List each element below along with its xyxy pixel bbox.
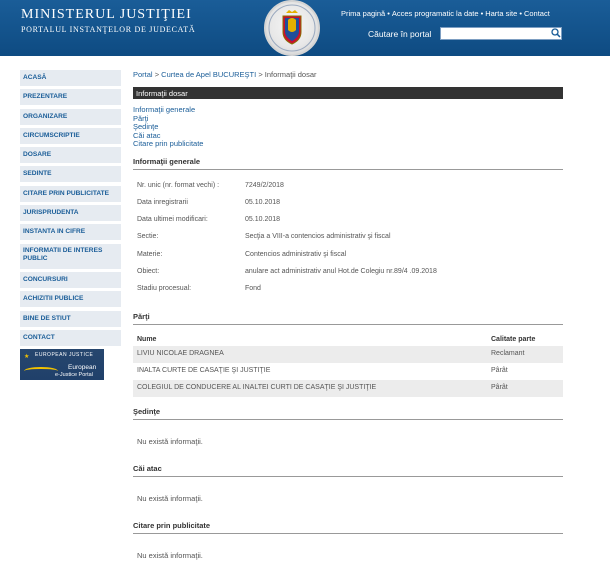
anchor-informatii-generale[interactable]: Informaţii generale xyxy=(133,105,196,114)
sidebar-item-concursuri[interactable]: CONCURSURI xyxy=(20,272,121,288)
site-header xyxy=(0,0,610,56)
romanian-coat-of-arms-icon[interactable] xyxy=(264,0,320,56)
general-info-table xyxy=(133,182,563,303)
info-label: Sectie: xyxy=(137,233,159,241)
search-icon[interactable] xyxy=(550,28,561,39)
site-title[interactable]: MINISTERUL JUSTIŢIEI xyxy=(21,7,192,22)
top-links xyxy=(341,9,550,18)
table-row xyxy=(133,363,563,380)
top-link-home[interactable]: Prima pagină xyxy=(341,9,386,18)
party-name: COLEGIUL DE CONDUCERE AL INALTEI CURTI DE CASAŢIE ŞI JUSTIŢIE xyxy=(137,384,377,392)
ejustice-line1: European xyxy=(68,364,97,372)
info-label: Materie: xyxy=(137,250,163,258)
sidebar-item-organizare[interactable]: ORGANIZARE xyxy=(20,109,121,125)
ejustice-portal-banner[interactable] xyxy=(20,349,104,380)
anchor-citare[interactable]: Citare prin publicitate xyxy=(133,139,204,148)
main-content xyxy=(133,70,563,560)
ejustice-small-text: EUROPEAN JUSTICE xyxy=(35,352,94,359)
breadcrumb-court[interactable]: Curtea de Apel BUCUREŞTI xyxy=(161,70,257,79)
info-label: Nr. unic (nr. format vechi) : xyxy=(137,181,220,189)
party-name: LIVIU NICOLAE DRAGNEA xyxy=(137,349,224,357)
page-title: Informaţii dosar xyxy=(133,87,563,99)
info-value: anulare act administrativ anul Hot.de Colegiu nr.89/4 .09.2018 xyxy=(245,267,437,275)
sidebar-item-acasa[interactable]: ACASĂ xyxy=(20,70,121,86)
info-value: Fond xyxy=(245,285,261,293)
breadcrumb-separator: > xyxy=(258,70,263,79)
sidebar-item-prezentare[interactable]: PREZENTARE xyxy=(20,89,121,105)
cai-atac-heading: Căi atac xyxy=(133,464,563,477)
info-value: 05.10.2018 xyxy=(245,198,281,206)
anchor-cai-atac[interactable]: Căi atac xyxy=(133,130,161,140)
ejustice-line2: e-Justice Portal xyxy=(55,372,93,379)
sedinte-heading: Şedinţe xyxy=(133,407,563,420)
info-value: 7249/2/2018 xyxy=(245,181,284,189)
top-link-sitemap[interactable]: Harta site xyxy=(485,9,518,18)
sidebar-item-contact[interactable]: CONTACT xyxy=(20,330,121,346)
info-row xyxy=(133,268,563,285)
col-header-role: Calitate parte xyxy=(491,335,536,343)
site-subtitle: PORTALUL INSTANŢELOR DE JUDECATĂ xyxy=(21,25,196,34)
general-heading: Informaţii generale xyxy=(133,157,563,170)
top-link-separator: • xyxy=(519,9,522,18)
info-label: Stadiu procesual: xyxy=(137,285,192,293)
sidebar-item-jurisprudenta[interactable]: JURISPRUDENTA xyxy=(20,205,121,221)
sidebar-item-informatii-interes-public[interactable]: INFORMATII DE INTERES PUBLIC xyxy=(20,244,121,269)
ejustice-swoosh-icon xyxy=(24,367,58,375)
cai-atac-empty-note: Nu există informaţii. xyxy=(137,494,203,504)
info-row xyxy=(133,285,563,302)
top-link-contact[interactable]: Contact xyxy=(523,9,550,18)
sidebar-item-instanta-in-cifre[interactable]: INSTANTA IN CIFRE xyxy=(20,224,121,240)
table-row xyxy=(133,380,563,397)
info-row xyxy=(133,216,563,233)
sidebar-item-bine-de-stiut[interactable]: BINE DE STIUT xyxy=(20,311,121,327)
info-row xyxy=(133,251,563,268)
info-value: Secţia a VIII-a contencios administrativ şi fiscal xyxy=(245,233,391,241)
top-link-api[interactable]: Acces programatic la date xyxy=(391,9,479,18)
eu-stars-icon: ★ xyxy=(24,354,30,361)
search-input[interactable] xyxy=(440,27,562,40)
info-label: Data ultimei modificari: xyxy=(137,216,208,224)
parti-header-row xyxy=(133,332,563,346)
sidebar-item-circumscriptie[interactable]: CIRCUMSCRIPTIE xyxy=(20,128,121,144)
top-link-separator: • xyxy=(387,9,390,18)
info-label: Obiect: xyxy=(137,267,160,275)
info-value: 05.10.2018 xyxy=(245,216,281,224)
info-row xyxy=(133,199,563,216)
sidebar-item-citare[interactable]: CITARE PRIN PUBLICITATE xyxy=(20,186,121,202)
info-row xyxy=(133,233,563,250)
search-label: Căutare în portal xyxy=(368,29,432,39)
sedinte-empty-note: Nu există informaţii. xyxy=(137,437,203,447)
breadcrumb-portal[interactable]: Portal xyxy=(133,70,153,79)
parti-heading: Părţi xyxy=(133,312,563,325)
party-role: Reclamant xyxy=(491,349,525,357)
parti-table xyxy=(133,332,563,398)
party-role: Pârât xyxy=(491,384,508,392)
citare-empty-note: Nu există informaţii. xyxy=(137,551,203,561)
party-name: INALTA CURTE DE CASAŢIE ŞI JUSTIŢIE xyxy=(137,366,271,374)
sidebar-item-dosare[interactable]: DOSARE xyxy=(20,147,121,163)
sidebar-item-achizitii-publice[interactable]: ACHIZITII PUBLICE xyxy=(20,291,121,307)
col-header-name: Nume xyxy=(137,335,157,343)
table-row xyxy=(133,346,563,363)
breadcrumb xyxy=(133,70,563,79)
info-label: Data inregistrarii xyxy=(137,198,188,206)
party-role: Pârât xyxy=(491,366,508,374)
anchor-parti[interactable]: Părţi xyxy=(133,113,149,123)
info-value: Contencios administrativ şi fiscal xyxy=(245,250,347,258)
sidebar-nav xyxy=(20,70,121,380)
citare-heading: Citare prin publicitate xyxy=(133,521,563,534)
section-anchor-links xyxy=(133,106,563,149)
breadcrumb-current: Informaţii dosar xyxy=(264,70,317,79)
breadcrumb-separator: > xyxy=(154,70,160,79)
sidebar-item-sedinte[interactable]: SEDINTE xyxy=(20,166,121,182)
top-link-separator: • xyxy=(480,9,484,18)
anchor-sedinte[interactable]: Şedinţe xyxy=(133,122,159,131)
info-row xyxy=(133,182,563,199)
